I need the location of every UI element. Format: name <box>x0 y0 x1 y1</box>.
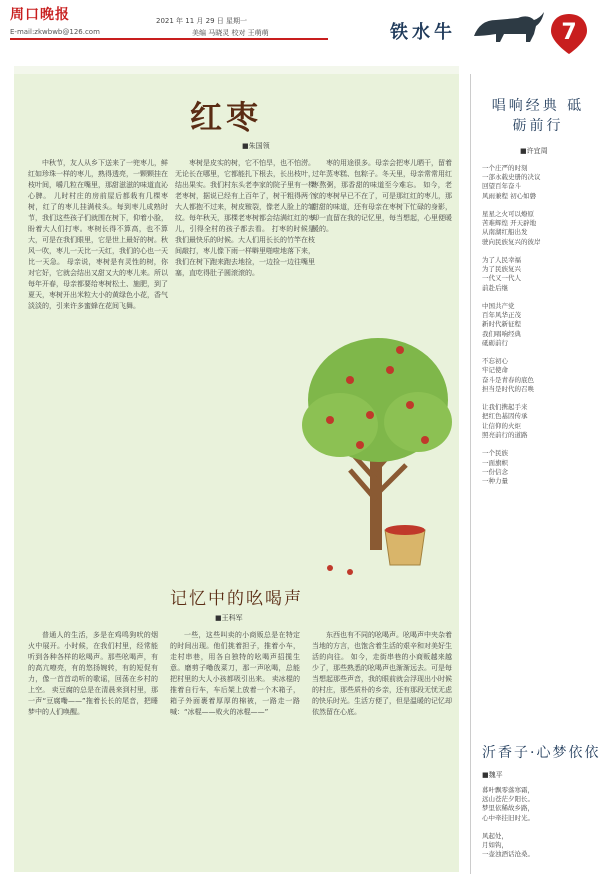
column-divider <box>470 74 471 874</box>
article-author: ■王科军 <box>215 614 243 622</box>
article-author: ■朱国领 <box>242 142 270 150</box>
article-column-1 <box>28 158 168 568</box>
poem-title: 沂香子·心梦依依 <box>482 745 600 761</box>
article2-column-2 <box>170 630 300 865</box>
newspaper-logo: 周口晚报 <box>10 7 70 23</box>
article-column-3 <box>312 158 452 328</box>
article2-column-3 <box>312 630 452 865</box>
section-title: 铁水牛 <box>390 22 456 43</box>
article-column-2 <box>175 158 315 388</box>
poem-author: ■魏平 <box>482 771 503 779</box>
masthead <box>0 0 600 48</box>
article-body-text: 中秋节，友人从乡下送来了一兜枣儿，鲜红如珍珠一样的枣儿，熟得透亮，一颗颗挂在枝叶间，嚼几粒在嘴里，那甜滋滋的味道直沁心脾。 儿时村庄的房前屋后都栽有几棵枣树，红了的枣儿挂满枝头。每到枣儿成熟时节，我们这些孩子们就围在树下，仰着小脸，盼着大人们打枣。枣树长得不算高，也不算大，可是在我们眼里，它是世上最好的树。秋风一吹，枣儿一天比一天红，我们的心也一天比一天急。 母亲说，枣树是有灵性的树，你对它好，它就会结出又甜又大的枣儿来。所以每年开春，母亲都要给枣树松土、施肥，到了夏天，枣树开出米粒大小的黄绿色小花，香气淡淡的，引来许多蜜蜂在花间飞舞。 <box>28 159 168 310</box>
page-number: 7 <box>561 20 577 45</box>
email-address: E-mail:zkwbwb@126.com <box>10 28 100 36</box>
article2-column-1 <box>28 630 158 865</box>
article-title-calls: 记忆中的吆喝声 <box>170 589 303 609</box>
bull-icon <box>470 6 548 46</box>
poem-author: ■许宜周 <box>520 147 548 155</box>
article-body-text: 枣树是皮实的树，它不怕旱，也不怕涝。无论长在哪里，它都能扎下根去，长出枝叶，结出果实。我们村东头老李家的院子里有一棵老枣树，据说已经有上百年了，树干粗得两个大人都抱不过来，树皮皲裂，像老人脸上的皱纹。每年秋天，那棵老枣树都会结满红红的枣儿，引得全村的孩子都去看。 打枣的时候是我们最快乐的时候。大人们用长长的竹竿在枝间敲打，枣儿像下雨一样噼里啪啦地落下来，我们在树下跑来跑去地捡，一边捡一边往嘴里塞，直吃得肚子圆滚滚的。 <box>175 159 315 277</box>
jujube-tree-illustration <box>300 330 455 580</box>
article-body-text: 枣的用途很多。母亲会把枣儿晒干，留着过年蒸枣糕、包粽子。冬天里，母亲常常用红枣熬粥，那香甜的味道至今难忘。 如今，老家的枣树早已不在了，可是那红红的枣儿，那甜甜的味道，还有母亲在枣树下忙碌的身影，却一直留在我的记忆里，每当想起，心里便暖暖的。 <box>312 159 452 233</box>
poem-body: 一个庄严的时刻 一部永载史册的决议 回望百年奋斗 风雨兼程 初心如磐 星星之火可以燎原 苦难辉煌 开天辟地 从南湖红船出发 驶向民族复兴的彼岸 为了人民幸福 为了民族复兴 一代又一代人 前赴后继 中国共产党 百年风华正茂 新时代新征程 我们唱响经典 砥砺前行 不忘初心 牢记使命 奋斗是青春的底色 担当是时代的召唤 让我们携起手来 把红色基因传承 让信仰的火炬 照亮前行的道路 一个民族 一面旗帜 一份信念 一种力量 <box>482 164 541 485</box>
article-body-text: 东西也有不同的吆喝声。吆喝声中夹杂着当地的方言，也饱含着生活的艰辛和对美好生活的向往。 如今，走街串巷的小商贩越来越少了，那些熟悉的吆喝声也渐渐远去。可是每当想起那些声音，我的眼前就会浮现出小时候的村庄，那些质朴的乡亲，还有那段无忧无虑的快乐时光。生活方便了，但是温暖的记忆却依然留在心底。 <box>312 631 452 716</box>
editor-credits: 美编 马晓灵 校对 王萌萌 <box>192 29 269 37</box>
poem-title: 唱响经典 砥砺前行 <box>491 98 585 134</box>
article-title-red-dates: 红枣 <box>190 98 263 136</box>
panel-top-strip <box>14 66 459 74</box>
masthead-rule <box>10 38 328 40</box>
article-body-text: 一些，这些叫卖的小商贩总是在特定的时间出现。他们挑着担子，推着小车，走村串巷，用各自独特的吆喝声招揽生意。磨剪子嘞戗菜刀，那一声吆喝，总能把村里的大人小孩都吸引出来。 卖冰棍的推着自行车，车后架上放着一个木箱子，箱子外面裹着厚厚的棉被，一路走一路喊：“冰棍——败火的冰棍——” <box>170 631 300 716</box>
issue-date: 2021 年 11 月 29 日 星期一 <box>156 17 247 25</box>
poem-body: 暮叶飘零落寒霜， 远山苍茫夕阳长。 梦里依稀故乡路， 心中牵挂旧时光。 风起处， 月如钩， 一壶浊酒话沧桑。 <box>482 786 534 859</box>
article-body-text: 普通人的生活，多是在鸡鸣狗吠的烟火中展开。小时候，在我们村里，经常能听到各种各样的吆喝声。那些吆喝声，有的高亢嘹亮，有的悠扬婉转，有的短促有力，像一首首动听的歌谣，回荡在乡村的上空。 卖豆腐的总是在清晨来到村里，那一声“豆腐嘞——”拖着长长的尾音，把睡梦中的人们唤醒。 <box>28 631 158 716</box>
